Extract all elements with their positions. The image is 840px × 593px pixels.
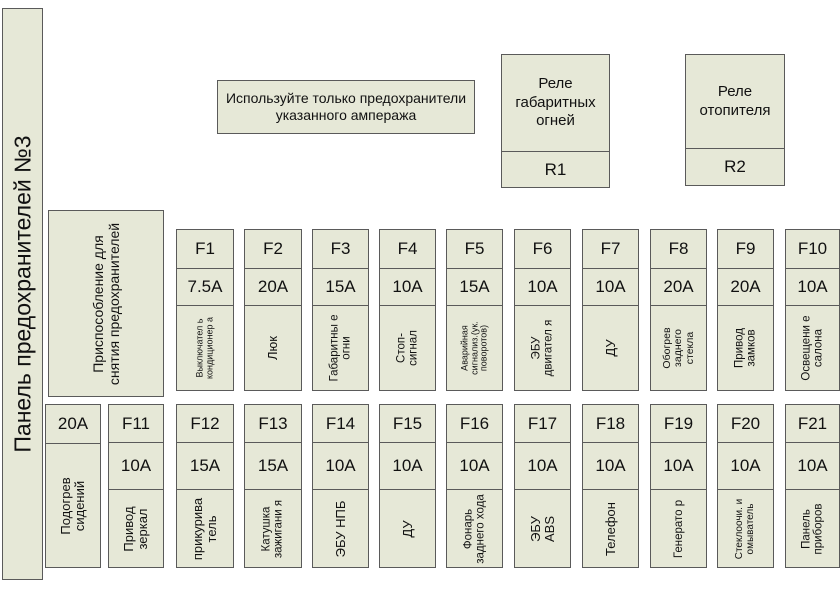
fuse-amp: 10A — [595, 456, 626, 475]
fuse-id: F4 — [397, 239, 418, 258]
relay-r2 — [685, 54, 785, 186]
fuse-amp: 15A — [257, 456, 289, 475]
fuse-id: F11 — [121, 413, 151, 433]
fuse-id: F12 — [190, 413, 220, 433]
fuse-heated-seats — [45, 404, 101, 568]
fuse-id: F1 — [195, 239, 215, 258]
fuse-label: Выключател ь кондиционер а — [194, 317, 214, 379]
fuse-f13 — [244, 404, 302, 568]
fuse-label: Стоп-сигнал — [395, 330, 420, 366]
fuse-f6 — [514, 229, 571, 391]
fuse-id: F17 — [527, 413, 558, 433]
fuse-amp: 10A — [527, 277, 558, 296]
fuse-f7 — [582, 229, 639, 391]
fuse-f4 — [379, 229, 436, 391]
fuse-label: Фонарь заднего хода — [462, 493, 487, 564]
fuse-puller-label: Приспособление для снятия предохранителей — [89, 222, 122, 385]
fuse-label: Панель приборов — [800, 503, 825, 554]
panel-title: Панель предохранителей №3 — [9, 135, 36, 453]
fuse-amp: 10A — [392, 277, 423, 296]
fuse-label: Генерато р — [672, 499, 685, 558]
fuse-f20 — [717, 404, 774, 568]
fuse-label: Стеклоочи. и омыватель — [733, 498, 756, 559]
fuse-label: Катушка зажигани я — [260, 499, 285, 558]
fuse-amp: 10A — [459, 456, 490, 475]
fuse-id: F5 — [464, 239, 485, 258]
fuse-f11 — [108, 404, 164, 568]
fuse-f18 — [582, 404, 639, 568]
fuse-amp: 7.5A — [187, 277, 223, 296]
fuse-label: Аварийная сигнализ.(ук. поворотов) — [458, 321, 489, 375]
fuse-amp: 10A — [325, 456, 356, 475]
fuse-label: Габаритны е огни — [328, 314, 353, 382]
fuse-amp: 10A — [392, 456, 423, 475]
fuse-f5 — [446, 229, 503, 391]
fuse-f3 — [312, 229, 369, 391]
fuse-id: F20 — [730, 413, 761, 433]
fuse-amp: 15A — [459, 277, 490, 296]
relay-r1 — [501, 54, 610, 188]
fuse-amp: 10A — [120, 456, 152, 475]
fuse-id: F9 — [735, 239, 756, 258]
fuse-label: прикурива тель — [189, 497, 219, 560]
relay-r1-name: Реле габаритных огней — [515, 74, 596, 130]
fuse-label: Обогрев заднего стекла — [660, 327, 696, 369]
fuse-label: Освещени е салона — [800, 315, 825, 381]
fuse-heated-seats-label: Подогрев сидений — [57, 476, 87, 535]
fuse-amp: 20A — [257, 277, 289, 296]
fuse-id: F18 — [595, 413, 626, 433]
fuse-id: F16 — [459, 413, 490, 433]
fuse-amp: 10A — [663, 456, 694, 475]
fuse-id: F13 — [258, 413, 288, 433]
relay-r2-id: R2 — [724, 157, 746, 176]
fuse-amp: 10A — [730, 456, 761, 475]
fuse-f12 — [176, 404, 234, 568]
fuse-f8 — [650, 229, 707, 391]
fuse-amp: 15A — [189, 456, 221, 475]
fuse-amp: 20A — [663, 277, 694, 296]
fuse-amp: 10A — [527, 456, 558, 475]
fuse-id: F19 — [663, 413, 694, 433]
amperage-notice — [217, 80, 475, 134]
fuse-f17 — [514, 404, 571, 568]
amperage-notice-text: Используйте только предохранители указанного ампеража — [225, 90, 467, 123]
fuse-heated-seats-amp: 20A — [57, 414, 89, 433]
fuse-label: Телефон — [602, 501, 618, 556]
fuse-f19 — [650, 404, 707, 568]
fuse-f16 — [446, 404, 503, 568]
fuse-id: F8 — [668, 239, 689, 258]
fuse-label: ДУ — [399, 519, 415, 538]
fuse-label: ЭБУ двигател я — [530, 319, 555, 377]
fuse-f9 — [717, 229, 774, 391]
fuse-puller-tool — [48, 210, 164, 397]
fuse-f14 — [312, 404, 369, 568]
fuse-id: F21 — [797, 413, 828, 433]
fuse-id: F2 — [263, 239, 283, 258]
fuse-id: F3 — [330, 239, 351, 258]
fuse-amp: 20A — [730, 277, 761, 296]
relay-r2-name: Реле отопителя — [699, 82, 771, 119]
fuse-f1 — [176, 229, 234, 391]
fuse-amp: 10A — [595, 277, 626, 296]
panel-title-box — [2, 8, 43, 580]
fuse-label: Привод зеркал — [120, 505, 150, 552]
fuse-id: F14 — [325, 413, 356, 433]
fuse-f2 — [244, 229, 302, 391]
fuse-id: F10 — [797, 239, 828, 258]
fuse-amp: 10A — [797, 456, 828, 475]
fuse-id: F6 — [532, 239, 553, 258]
fuse-f15 — [379, 404, 436, 568]
fuse-f21 — [785, 404, 840, 568]
fuse-id: F15 — [392, 413, 423, 433]
fuse-amp: 15A — [325, 277, 356, 296]
fuse-label: Привод замков — [733, 328, 758, 368]
fuse-label: ДУ — [602, 339, 618, 357]
fuse-label: ЭБУ НПБ — [332, 500, 348, 557]
relay-r1-id: R1 — [544, 159, 567, 179]
fuse-f10 — [785, 229, 840, 391]
fuse-amp: 10A — [797, 277, 828, 296]
fuse-id: F7 — [600, 239, 621, 258]
fuse-label: Люк — [264, 336, 280, 360]
fuse-label: ЭБУ ABS — [527, 515, 557, 542]
